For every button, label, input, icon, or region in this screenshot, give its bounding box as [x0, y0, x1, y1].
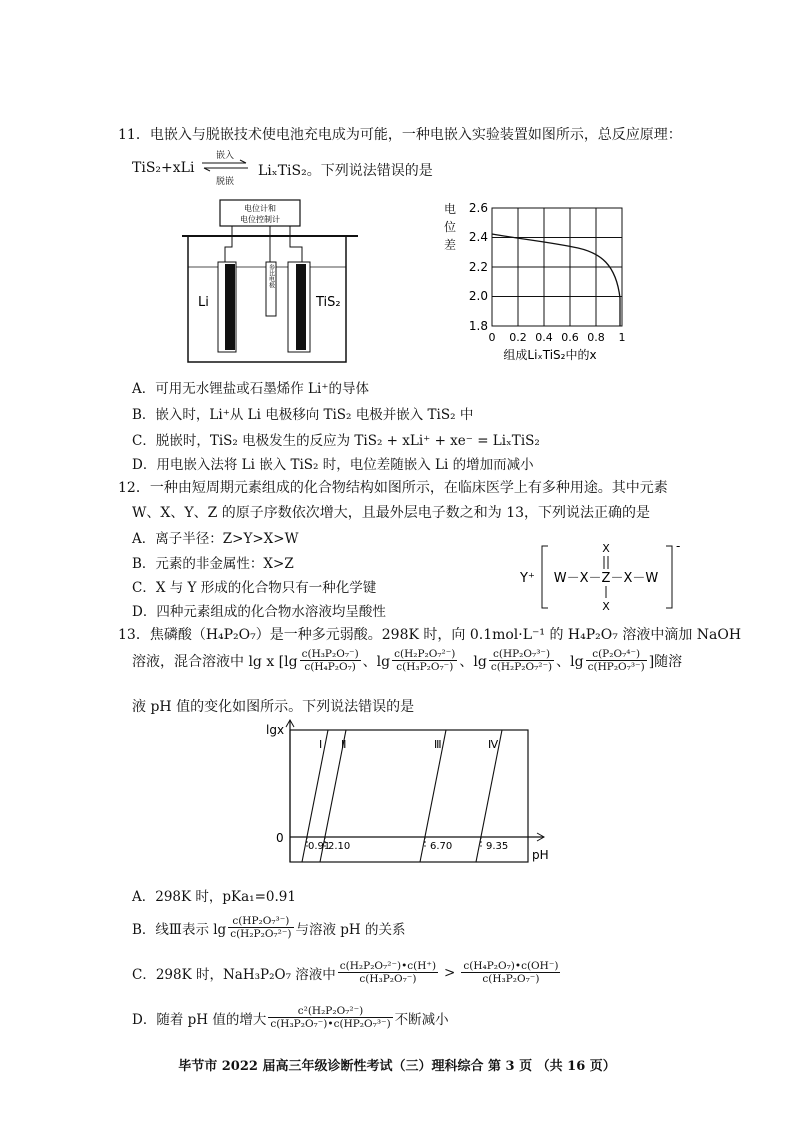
x-tick-0.2: 0.2 — [509, 331, 527, 344]
tis2-label: TiS₂ — [316, 295, 341, 310]
li-label: Li — [198, 295, 209, 310]
q13-xlabel: pH — [532, 848, 549, 862]
q12-structure — [518, 538, 688, 618]
page-footer: 毕节市 2022 届高三年级诊断性考试（三）理科综合 第 3 页 （共 16 页） — [178, 1059, 616, 1074]
q12-stem-1: 12．一种由短周期元素组成的化合物结构如图所示，在临床医学上有多种用途。其中元素 — [118, 480, 668, 496]
q12-option-d: D．四种元素组成的化合物水溶液均呈酸性 — [132, 604, 386, 620]
q11-option-d: D．用电嵌入法将 Li 嵌入 TiS₂ 时，电位差随嵌入 Li 的增加而减小 — [132, 457, 534, 473]
ref-electrode-label: 参比电极 — [267, 264, 275, 288]
y-tick-2.6: 2.6 — [468, 201, 488, 215]
q11-potential-graph — [460, 198, 635, 368]
q13-lgx-graph — [262, 718, 552, 870]
mark-9.35: 9.35 — [486, 841, 509, 852]
li-electrode — [225, 264, 235, 350]
structure-top-x: X — [602, 542, 610, 555]
structure-chain: W－X－Z－X－W — [553, 571, 659, 586]
q13-option-d: D．随着 pH 值的增大 $\frac{\text{c²(H₂P₂O₇²⁻)}}{\text{c(H₃P₂O₇⁻)•c(HP₂O₇³⁻)}}$ 不断减小 — [132, 1005, 449, 1030]
q13-origin: 0 — [276, 831, 284, 845]
meter-label-1: 电位计和 — [244, 204, 276, 213]
q11-option-a: A．可用无水锂盐或石墨烯作 Li⁺的导体 — [132, 381, 369, 397]
structure-charge: - — [676, 539, 681, 553]
q13-stem-2: 溶液，混合溶液中 lg x [lg $\frac{\text{c(H₃P₂O₇⁻)}}{\text{c(H₄P₂O₇)}}$ 、lg $\frac{\text{c(H₂P₂O₇²⁻)}}{\text{c(H₃P₂O₇⁻)}}$ 、lg $\frac{\text{c(HP₂O₇³⁻)}}{\text{c(H₂P₂O₇²⁻)}}$ 、lg $\frac{\text{c(P₂O₇⁴⁻)}}{\text{c(HP₂O₇³⁻)}}$ ]随溶 — [132, 648, 683, 673]
fraction-3: $\frac{\text{c(HP₂O₇³⁻)}}{\text{c(H₂P₂O₇²⁻)}}$ — [490, 648, 553, 673]
q11-option-b: B．嵌入时，Li⁺从 Li 电极移向 TiS₂ 电极并嵌入 TiS₂ 中 — [132, 407, 474, 423]
q11-stem: 11．电嵌入与脱嵌技术使电池充电成为可能，一种电嵌入实验装置如图所示，总反应原理： — [118, 127, 682, 143]
optd-fraction: $\frac{\text{c²(H₂P₂O₇²⁻)}}{\text{c(H₃P₂O₇⁻)•c(HP₂O₇³⁻)}}$ — [270, 1005, 391, 1030]
y-tick-2.0: 2.0 — [468, 289, 488, 303]
q11-arrow-top: 嵌入 — [215, 151, 234, 161]
q11-graph-ylabel: 电位差 — [444, 202, 457, 252]
meter-label-2: 电位控制计 — [240, 215, 280, 224]
q13-ylabel: lgx — [266, 723, 285, 737]
q13-option-a: A．298K 时，pKa₁=0.91 — [132, 889, 296, 905]
q12-option-b: B．元素的非金属性：X>Z — [132, 556, 294, 572]
y-tick-1.8: 1.8 — [468, 319, 488, 333]
x-tick-0.6: 0.6 — [561, 331, 579, 344]
label-II: Ⅱ — [341, 738, 347, 751]
q13-option-b: B．线Ⅲ表示 lg $\frac{\text{c(HP₂O₇³⁻)}}{\text{c(H₂P₂O₇²⁻)}}$ 与溶液 pH 的关系 — [132, 915, 406, 940]
mark-2.10: 2.10 — [328, 841, 351, 852]
q13-stem-1: 13．焦磷酸（H₄P₂O₇）是一种多元弱酸。298K 时，向 0.1mol·L⁻¹ 的 H₄P₂O₇ 溶液中滴加 NaOH — [118, 627, 742, 643]
fraction-1: $\frac{\text{c(H₃P₂O₇⁻)}}{\text{c(H₄P₂O₇)}}$ — [301, 648, 359, 673]
x-tick-0.4: 0.4 — [535, 331, 553, 344]
x-tick-0: 0 — [488, 331, 496, 344]
tis2-electrode — [296, 264, 306, 350]
q12-option-a: A．离子半径：Z>Y>X>W — [132, 531, 299, 547]
q13-stem-2-pre: 溶液，混合溶液中 lg x [lg — [132, 653, 298, 670]
q13-option-c: C．298K 时，NaH₃P₂O₇ 溶液中 $\frac{\text{c(H₂P₂O₇²⁻)•c(H⁺)}}{\text{c(H₃P₂O₇⁻)}}$ > $\frac{\text{c(H₄P₂O₇)•c(OH⁻)}}{\text{c(H₃P₂O₇⁻)}}$ — [132, 960, 559, 985]
fraction-4: $\frac{\text{c(P₂O₇⁴⁻)}}{\text{c(HP₂O₇³⁻)}}$ — [587, 648, 645, 673]
optc-fraction-2: $\frac{\text{c(H₄P₂O₇)•c(OH⁻)}}{\text{c(H₃P₂O₇⁻)}}$ — [463, 960, 559, 985]
optc-fraction-1: $\frac{\text{c(H₂P₂O₇²⁻)•c(H⁺)}}{\text{c(H₃P₂O₇⁻)}}$ — [339, 960, 437, 985]
electrochemical-apparatus — [180, 192, 360, 367]
q11-graph-xlabel: 组成LiₓTiS₂中的x — [503, 348, 597, 362]
q11-arrow-bottom: 脱嵌 — [215, 177, 234, 187]
optb-fraction: $\frac{\text{c(HP₂O₇³⁻)}}{\text{c(H₂P₂O₇²⁻)}}$ — [230, 915, 292, 940]
fraction-2: $\frac{\text{c(H₂P₂O₇²⁻)}}{\text{c(H₃P₂O₇⁻)}}$ — [394, 648, 456, 673]
label-IV: Ⅳ — [488, 738, 499, 751]
potential-curve — [492, 234, 620, 326]
mark-0.91: 0.91 — [308, 841, 331, 852]
structure-cation: Y⁺ — [520, 571, 535, 586]
q11-option-c: C．脱嵌时，TiS₂ 电极发生的反应为 TiS₂ + xLi⁺ + xe⁻ = LiₓTiS₂ — [132, 433, 540, 449]
mark-6.70: 6.70 — [430, 841, 453, 852]
y-tick-2.4: 2.4 — [468, 230, 488, 244]
x-tick-0.8: 0.8 — [587, 331, 605, 344]
x-tick-1: 1 — [618, 331, 626, 344]
q13-stem-3: 液 pH 值的变化如图所示。下列说法错误的是 — [132, 699, 415, 715]
equilibrium-arrow-icon — [200, 159, 250, 173]
q12-stem-2: W、X、Y、Z 的原子序数依次增大，且最外层电子数之和为 13，下列说法正确的是 — [132, 505, 651, 521]
q12-option-c: C．X 与 Y 形成的化合物只有一种化学键 — [132, 580, 377, 596]
q11-reaction-right: LiₓTiS₂。下列说法错误的是 — [258, 163, 433, 179]
structure-bottom-x: X — [602, 600, 610, 613]
label-III: Ⅲ — [434, 738, 442, 751]
q11-reaction-left: TiS₂+xLi — [132, 160, 195, 176]
y-tick-2.2: 2.2 — [468, 260, 488, 274]
label-I: Ⅰ — [319, 738, 323, 751]
